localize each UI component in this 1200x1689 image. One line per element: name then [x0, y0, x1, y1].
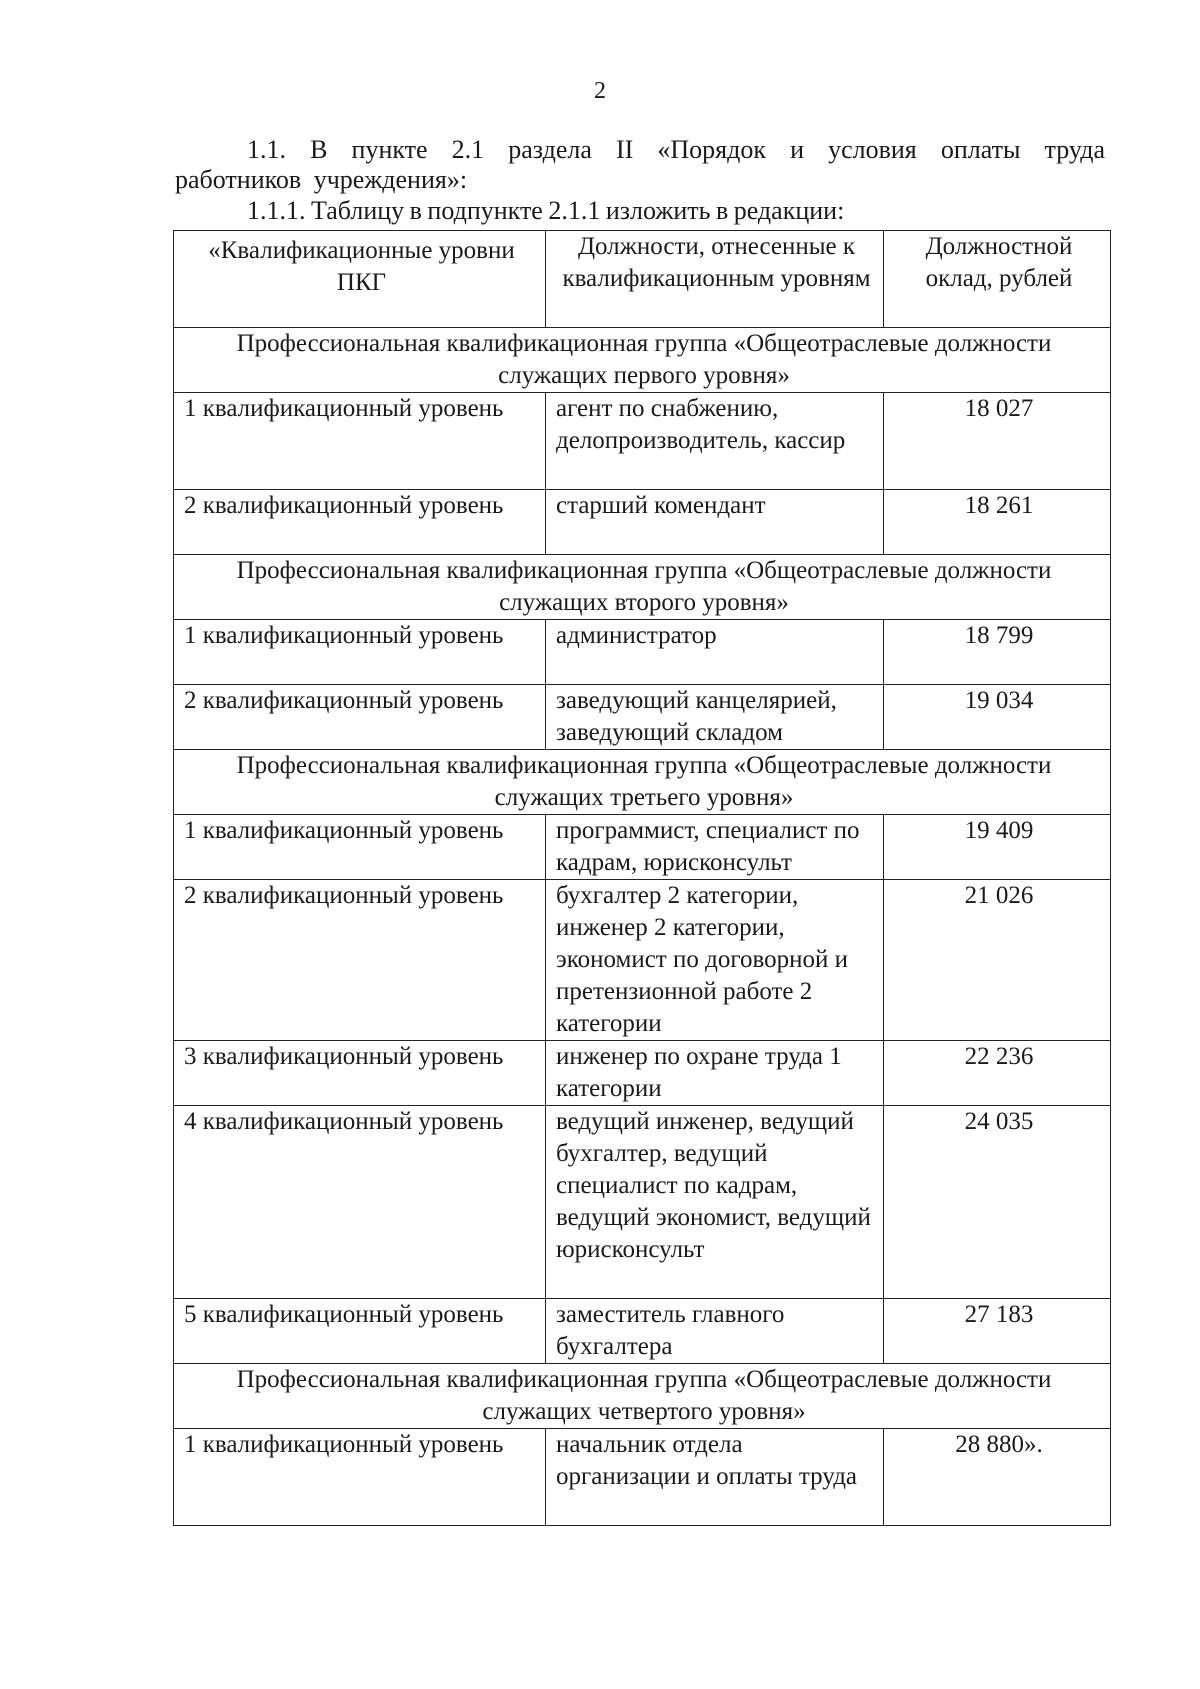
cell-positions: администратор: [546, 620, 884, 685]
cell-salary: 24 035: [884, 1106, 1111, 1299]
table-row: [174, 1299, 1111, 1364]
cell-level: 4 квалификационный уровень: [174, 1106, 546, 1299]
cell-positions: заведующий канцелярией, заведующий складом: [546, 685, 884, 750]
cell-salary: 27 183: [884, 1299, 1111, 1364]
cell-level: 1 квалификационный уровень: [174, 1429, 546, 1526]
cell-salary: 21 026: [884, 880, 1111, 1041]
group-title: Профессиональная квалификационная группа «Общеотраслевые должности служащих первого уровня»: [174, 328, 1111, 393]
cell-level: 1 квалификационный уровень: [174, 815, 546, 880]
table-intro-paragraph: 1.1.1. Таблицу в подпункте 2.1.1 изложить в редакции:: [247, 196, 845, 225]
group-row: [174, 1364, 1111, 1429]
salary-table: [173, 230, 1111, 1526]
group-title: Профессиональная квалификационная группа «Общеотраслевые должности служащих третьего уровня»: [174, 750, 1111, 815]
table-row: [174, 1429, 1111, 1526]
cell-salary: 28 880».: [884, 1429, 1111, 1526]
cell-level: 5 квалификационный уровень: [174, 1299, 546, 1364]
cell-positions: агент по снабжению, делопроизводитель, кассир: [546, 393, 884, 490]
cell-level: 1 квалификационный уровень: [174, 620, 546, 685]
cell-level: 2 квалификационный уровень: [174, 880, 546, 1041]
cell-positions: бухгалтер 2 категории, инженер 2 категории, экономист по договорной и претензионной работе 2 категории: [546, 880, 884, 1041]
cell-positions: старший комендант: [546, 490, 884, 555]
table-row: [174, 685, 1111, 750]
table-row: [174, 620, 1111, 685]
group-row: [174, 750, 1111, 815]
cell-positions: программист, специалист по кадрам, юрисконсульт: [546, 815, 884, 880]
cell-level: 1 квалификационный уровень: [174, 393, 546, 490]
group-title: Профессиональная квалификационная группа «Общеотраслевые должности служащих второго уровня»: [174, 555, 1111, 620]
cell-salary: 19 409: [884, 815, 1111, 880]
cell-positions: инженер по охране труда 1 категории: [546, 1041, 884, 1106]
group-row: [174, 328, 1111, 393]
cell-level: 3 квалификационный уровень: [174, 1041, 546, 1106]
amendment-paragraph: 1.1. В пункте 2.1 раздела II «Порядок и условия оплаты труда работников учреждения»:: [175, 135, 1105, 194]
cell-salary: 18 799: [884, 620, 1111, 685]
cell-salary: 22 236: [884, 1041, 1111, 1106]
cell-level: 2 квалификационный уровень: [174, 490, 546, 555]
group-title: Профессиональная квалификационная группа «Общеотраслевые должности служащих четвертого уровня»: [174, 1364, 1111, 1429]
cell-salary: 18 027: [884, 393, 1111, 490]
table-row: [174, 490, 1111, 555]
table-row: [174, 393, 1111, 490]
table-row: [174, 880, 1111, 1041]
header-positions: Должности, отнесенные к квалификационным уровням: [546, 231, 884, 328]
group-row: [174, 555, 1111, 620]
table-row: [174, 815, 1111, 880]
cell-salary: 18 261: [884, 490, 1111, 555]
cell-positions: ведущий инженер, ведущий бухгалтер, ведущий специалист по кадрам, ведущий экономист, ведущий юрисконсульт: [546, 1106, 884, 1299]
cell-level: 2 квалификационный уровень: [174, 685, 546, 750]
table-row: [174, 1106, 1111, 1299]
page-number: 2: [594, 78, 606, 104]
header-salary: Должностной оклад, рублей: [884, 231, 1111, 328]
table-header-row: [174, 231, 1111, 328]
cell-positions: заместитель главного бухгалтера: [546, 1299, 884, 1364]
cell-positions: начальник отдела организации и оплаты труда: [546, 1429, 884, 1526]
header-level: «Квалификационные уровни ПКГ: [174, 231, 546, 328]
table-row: [174, 1041, 1111, 1106]
cell-salary: 19 034: [884, 685, 1111, 750]
